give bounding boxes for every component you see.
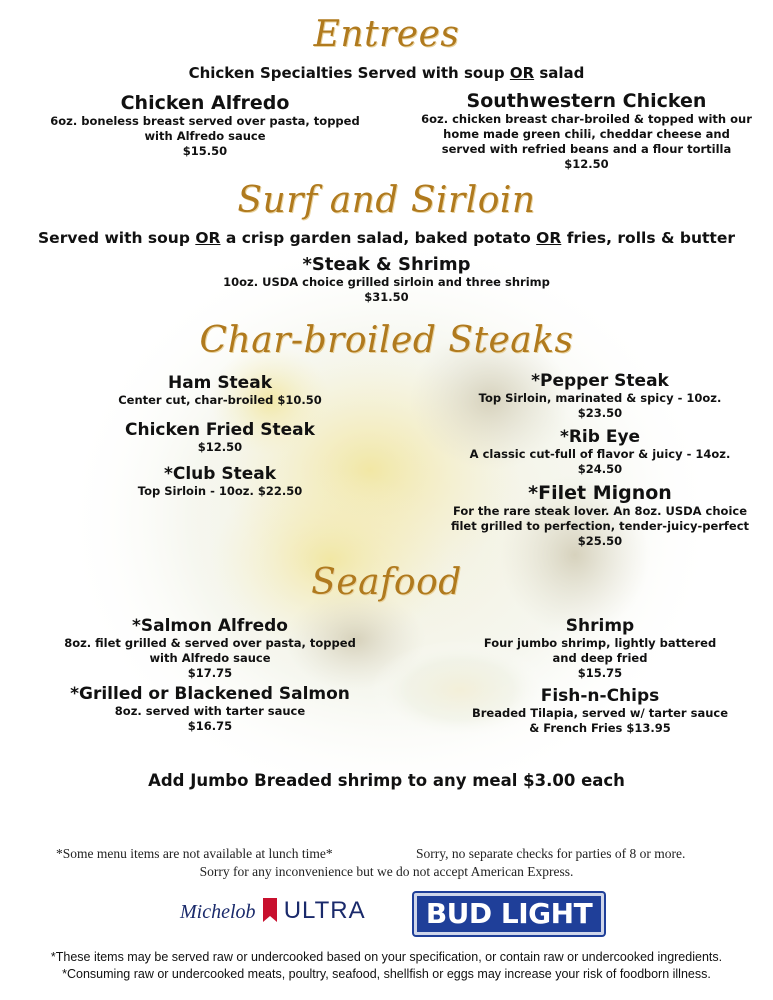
item-desc: served with refried beans and a flour tortilla xyxy=(441,142,732,156)
item-name: Chicken Fried Steak xyxy=(125,420,315,440)
surf-sirloin-heading: Surf and Sirloin xyxy=(237,180,536,221)
item-price: $31.50 xyxy=(364,290,409,304)
amex-note: Sorry for any inconvenience but we do not accept American Express. xyxy=(199,864,574,879)
entrees-subtitle xyxy=(0,64,773,82)
item-desc: Top Sirloin, marinated & spicy - 10oz. xyxy=(478,391,722,405)
rib-eye-item xyxy=(440,427,760,477)
item-name: Ham Steak xyxy=(167,373,272,393)
item-desc: and deep fried xyxy=(552,651,648,665)
subtitle-or: OR xyxy=(536,229,562,247)
subtitle-text-end: salad xyxy=(534,64,585,82)
item-name: Shrimp xyxy=(565,616,635,636)
chicken-fried-steak-item xyxy=(80,420,360,455)
item-price: $16.75 xyxy=(187,719,233,733)
salmon-item xyxy=(40,684,380,734)
item-price: $12.50 xyxy=(564,157,609,171)
shrimp-item xyxy=(440,616,760,681)
subtitle-text: fries, rolls & butter xyxy=(561,229,735,247)
steaks-heading: Char-broiled Steaks xyxy=(199,320,574,361)
item-desc: Four jumbo shrimp, lightly battered xyxy=(483,636,717,650)
bud-light-logo: BUD LIGHT xyxy=(414,893,604,935)
item-price: $17.75 xyxy=(187,666,233,680)
entrees-heading: Entrees xyxy=(313,14,460,55)
salmon-alfredo-item xyxy=(40,616,380,681)
fish-n-chips-item xyxy=(440,686,760,736)
pepper-steak-item xyxy=(440,371,760,421)
item-name: *Steak & Shrimp xyxy=(302,254,471,275)
item-name: Southwestern Chicken xyxy=(466,90,707,112)
item-desc: 6oz. boneless breast served over pasta, topped xyxy=(50,114,360,128)
michelob-wordmark: Michelob xyxy=(180,901,256,923)
jumbo-shrimp-addon: Add Jumbo Breaded shrimp to any meal $3.00 each xyxy=(148,771,625,790)
item-desc: Breaded Tilapia, served w/ tarter sauce xyxy=(471,706,729,720)
item-price: $25.50 xyxy=(577,534,623,548)
surf-subtitle xyxy=(0,229,773,247)
item-name: *Rib Eye xyxy=(559,427,641,447)
item-price: $15.75 xyxy=(577,666,623,680)
item-name: Fish-n-Chips xyxy=(540,686,660,706)
item-desc: home made green chili, cheddar cheese and xyxy=(443,127,730,141)
ribbon-icon xyxy=(263,898,277,922)
ultra-wordmark: ULTRA xyxy=(283,897,366,924)
subtitle-or: OR xyxy=(195,229,221,247)
item-desc: with Alfredo sauce xyxy=(149,651,271,665)
filet-mignon-item xyxy=(440,482,760,549)
subtitle-or: OR xyxy=(509,64,535,82)
item-desc: 8oz. served with tarter sauce xyxy=(114,704,306,718)
item-name: *Filet Mignon xyxy=(528,482,672,504)
checks-note: Sorry, no separate checks for parties of 8 or more. xyxy=(416,846,686,861)
item-desc: & French Fries $13.95 xyxy=(529,721,671,735)
subtitle-text: Chicken Specialties Served with soup xyxy=(188,64,510,82)
southwestern-chicken-item xyxy=(400,90,773,172)
seafood-heading: Seafood xyxy=(311,562,462,603)
item-desc: 8oz. filet grilled & served over pasta, topped xyxy=(64,636,356,650)
item-desc: A classic cut-full of flavor & juicy - 14oz. xyxy=(469,447,731,461)
subtitle-text: Served with soup xyxy=(38,229,196,247)
steak-shrimp-item xyxy=(150,254,623,305)
item-name: *Pepper Steak xyxy=(531,371,669,391)
item-price: $12.50 xyxy=(197,440,243,454)
item-desc: 6oz. chicken breast char-broiled & topped with our xyxy=(421,112,752,126)
ham-steak-item xyxy=(80,373,360,408)
michelob-ultra-logo xyxy=(180,897,400,929)
item-name: *Club Steak xyxy=(163,464,277,484)
item-desc: Center cut, char-broiled $10.50 xyxy=(118,393,322,407)
item-desc: 10oz. USDA choice grilled sirloin and three shrimp xyxy=(223,275,550,289)
item-desc: For the rare steak lover. An 8oz. USDA choice xyxy=(452,504,748,518)
lunch-note: *Some menu items are not available at lunch time* xyxy=(56,846,333,861)
raw-items-disclaimer: *These items may be served raw or undercooked based on your specification, or contain raw or undercooked ingredients. xyxy=(50,950,723,964)
subtitle-text: a crisp garden salad, baked potato xyxy=(220,229,537,247)
item-name: Chicken Alfredo xyxy=(120,92,290,114)
item-desc: filet grilled to perfection, tender-juicy-perfect xyxy=(450,519,750,533)
item-name: *Salmon Alfredo xyxy=(132,616,288,636)
item-price: $24.50 xyxy=(577,462,623,476)
item-name: *Grilled or Blackened Salmon xyxy=(70,684,350,704)
item-price: $15.50 xyxy=(182,144,228,158)
foodborne-illness-disclaimer: *Consuming raw or undercooked meats, poultry, seafood, shellfish or eggs may increase your risk of foodborn illness. xyxy=(62,967,711,981)
item-price: $23.50 xyxy=(577,406,623,420)
item-desc: with Alfredo sauce xyxy=(144,129,266,143)
chicken-alfredo-item xyxy=(20,92,390,159)
club-steak-item xyxy=(80,464,360,499)
item-desc: Top Sirloin - 10oz. $22.50 xyxy=(137,484,303,498)
